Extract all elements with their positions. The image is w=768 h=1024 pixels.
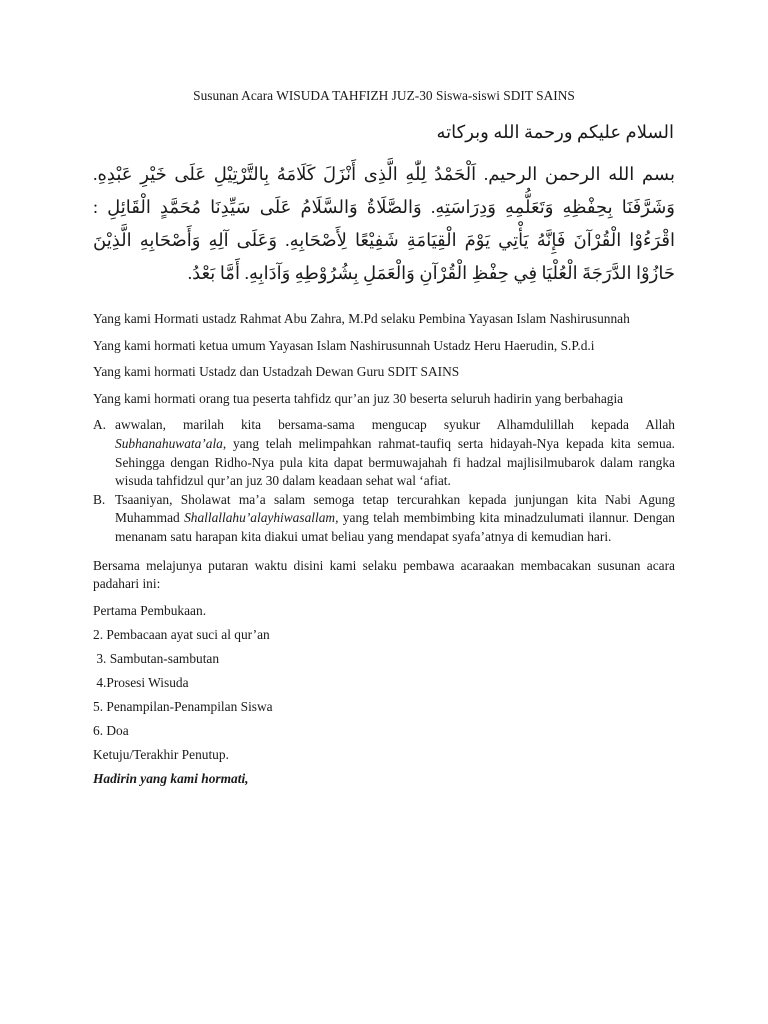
list-item-text (115, 416, 675, 490)
list-item-text (115, 491, 675, 547)
document-body (93, 310, 675, 794)
intro-paragraph: Bersama melajunya putaran waktu disini kami selaku pembawa acaraakan membacakan susunan acara padahari ini: (93, 557, 675, 592)
agenda-item: Pertama Pembukaan. (93, 602, 207, 618)
text-run: Tsaaniyan, Sholawat ma’a salam semoga tetap tercurahkan kepada junjungan kita Nabi Agung Muhammad (115, 491, 675, 526)
agenda-item: Ketuju/Terakhir Penutup. (93, 746, 229, 762)
greeting-paragraph: Yang kami hormati ketua umum Yayasan Islam Nashirusunnah Ustadz Heru Haerudin, S.P.d.i (93, 337, 595, 353)
list-item (93, 491, 675, 547)
greeting-paragraph: Yang kami hormati Ustadz dan Ustadzah Dewan Guru SDIT SAINS (93, 364, 460, 380)
agenda-item: 2. Pembacaan ayat suci al qur’an (93, 626, 270, 642)
agenda-item: 4.Prosesi Wisuda (93, 674, 189, 690)
agenda-list (93, 602, 675, 788)
agenda-item: 6. Doa (93, 722, 129, 738)
text-run: awwalan, marilah kita bersama-sama mengucap syukur Alhamdulillah kepada Allah (115, 417, 675, 433)
text-run: yang telah membimbing kita minadzulumati ilannur. Dengan menanam satu harapan kita diakui umat beliau yang mendapat syafa’atnya di kemudian hari. (115, 510, 676, 544)
text-run: , yang telah melimpahkan rahmat-taufiq serta hidayah-Nya kepada kita semua. Sehingga dengan Ridho-Nya pula kita dapat bermuwajahah fi hadzal majlisilmubarok dalam rangka wisuda tahfidzul qur’an juz 30 dalam keadaan sehat wal ‘afiat. (115, 435, 675, 489)
agenda-item: 5. Penampilan-Penampilan Siswa (93, 698, 273, 714)
document-title: Susunan Acara WISUDA TAHFIZH JUZ-30 Siswa-siswi SDIT SAINS (193, 88, 575, 103)
list-marker: A. (93, 417, 107, 433)
italic-term: Shallallahu’alayhiwasallam, (184, 510, 339, 526)
opening-points-list (93, 416, 675, 546)
greeting-paragraph: Yang kami Hormati ustadz Rahmat Abu Zahra, M.Pd selaku Pembina Yayasan Islam Nashirusunnah (93, 311, 630, 326)
arabic-salam: السلام عليكم ورحمة الله وبركاته (436, 122, 674, 142)
greeting-paragraph: Yang kami hormati orang tua peserta tahfidz qur’an juz 30 beserta seluruh hadirin yang berbahagia (93, 390, 624, 406)
closing-line: Hadirin yang kami hormati, (93, 770, 249, 786)
italic-term: Subhanahuwata’ala (115, 435, 223, 451)
arabic-opening-paragraph: بسم الله الرحمن الرحيم. اَلْحَمْدُ لِلّٰهِ الَّذِى أَنْزَلَ كَلَامَهُ بِالتَّرْتِيْلِ عَلَى خَيْرِ عَبْدِهِ. وَشَرَّفَنَا بِحِفْظِهِ وَتَعَلُّمِهِ وَدِرَاسَتِهِ. وَالصَّلَاةُ وَالسَّلَامُ عَلَى سَيِّدِنَا مُحَمَّدٍ الْقَائِلِ : اقْرَءُوْا الْقُرْآنَ فَإِنَّهُ يَأْتِي يَوْمَ الْقِيَامَةِ شَفِيْعًا لِأَصْحَابِهِ. وَعَلَى آلِهِ وَأَصْحَابِهِ الَّذِيْنَ حَازُوْا الدَّرَجَةَ الْعُلْيَا فِي حِفْظِ الْقُرْآنِ وَالْعَمَلِ بِشُرُوْطِهِ وَآدَابِهِ. أَمَّا بَعْدُ. (93, 164, 675, 283)
list-item (93, 416, 675, 490)
list-marker: B. (93, 491, 106, 507)
agenda-item: 3. Sambutan-sambutan (93, 650, 220, 666)
